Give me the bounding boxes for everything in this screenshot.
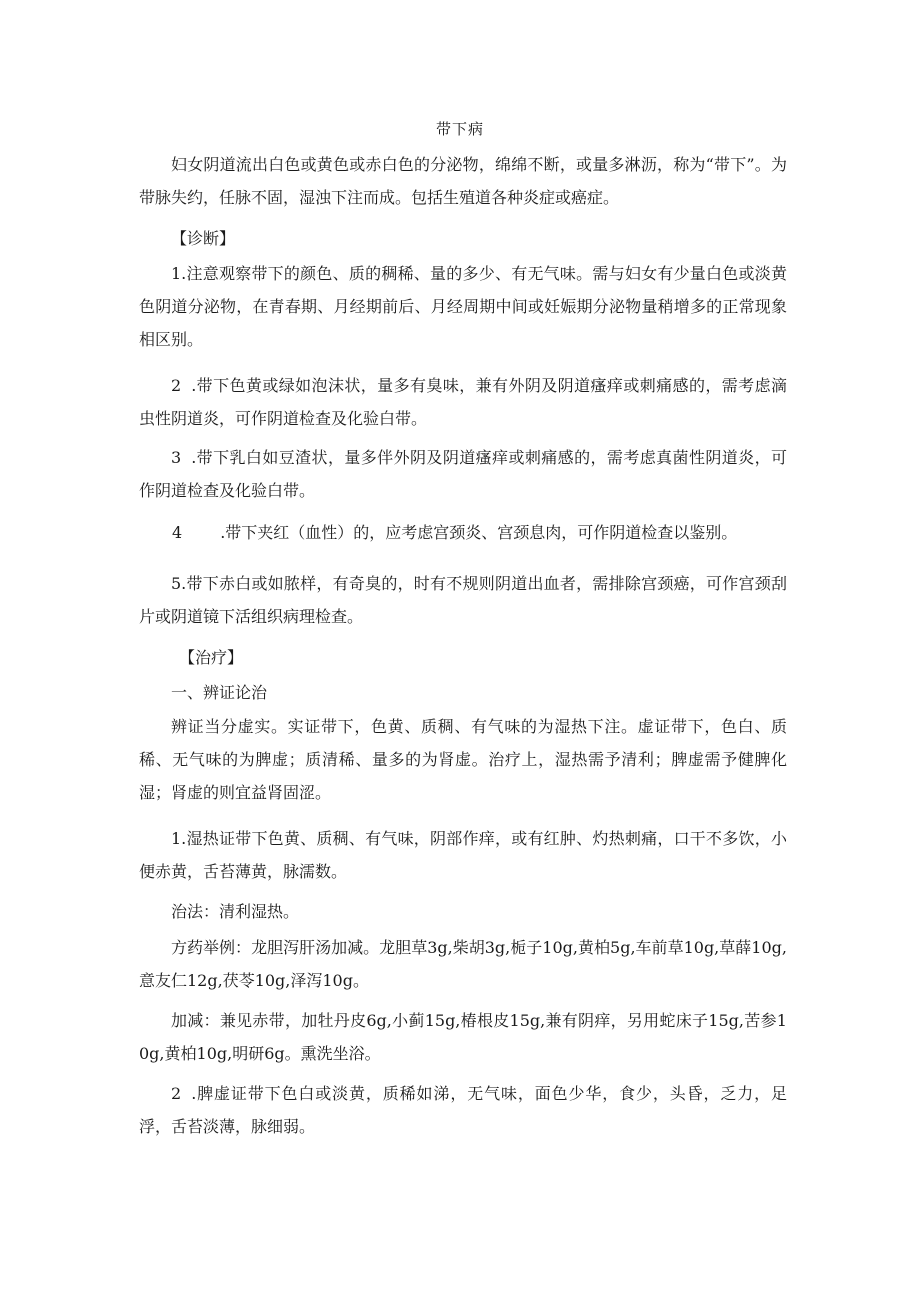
diagnosis-item-2-text: .带下色黄或绿如泡沫状，量多有臭味，兼有外阴及阴道瘙痒或刺痛感的，需考虑滴虫性阴道炎，可作阴道检查及化验白带。	[139, 376, 787, 428]
treatment-item-2-number: 2	[171, 1084, 182, 1103]
diagnosis-item-1: 1.注意观察带下的颜色、质的稠稀、量的多少、有无气味。需与妇女有少量白色或淡黄色阴道分泌物，在青春期、月经期前后、月经周期中间或妊娠期分泌物量稍增多的正常现象相区别。	[139, 264, 787, 349]
diagnosis-item-2-number: 2	[171, 376, 182, 395]
treatment-item-2-text: .脾虚证带下色白或淡黄，质稀如涕，无气味，面色少华，食少，头昏，乏力，足浮，舌苔淡薄，脉细弱。	[139, 1084, 787, 1136]
syndrome-intro-paragraph: 辨证当分虚实。实证带下，色黄、质稠、有气味的为湿热下注。虚证带下，色白、质稀、无气味的为脾虚；质清稀、量多的为肾虚。治疗上，湿热需予清利；脾虚需予健脾化湿；肾虚的则宜益肾固涩。	[139, 717, 787, 802]
diagnosis-item-4-number: 4	[172, 523, 183, 542]
diagnosis-item-3	[139, 441, 787, 507]
treatment-item-1: 1.湿热证带下色黄、质稠、有气味，阴部作痒，或有红肿、灼热刺痛，口干不多饮，小便赤黄，舌苔薄黄，脉濡数。	[139, 829, 787, 881]
treatment-1-method: 治法：清利湿热。	[171, 902, 300, 921]
diagnosis-item-4-text: .带下夹红（血性）的，应考虑宫颈炎、宫颈息肉，可作阴道检查以鉴别。	[220, 523, 738, 542]
diagnosis-item-3-text: .带下乳白如豆渣状，量多伴外阴及阴道瘙痒或刺痛感的，需考虑真菌性阴道炎，可作阴道检查及化验白带。	[139, 448, 787, 500]
diagnosis-heading: 【诊断】	[171, 229, 236, 248]
treatment-1-formula: 方药举例：龙胆泻肝汤加减。龙胆草3g,柴胡3g,栀子10g,黄柏5g,车前草10g,草薛10g,意友仁12g,茯苓10g,泽泻10g。	[139, 938, 787, 990]
diagnosis-item-4	[139, 516, 787, 549]
treatment-1-modification: 加减：兼见赤带，加牡丹皮6g,小蓟15g,椿根皮15g,兼有阴痒，另用蛇床子15g,苦参10g,黄柏10g,明研6g。熏洗坐浴。	[139, 1011, 787, 1063]
section-heading-1: 一、辨证论治	[171, 683, 268, 702]
intro-paragraph: 妇女阴道流出白色或黄色或赤白色的分泌物，绵绵不断，或量多淋沥，称为“带下”。为带脉失约，任脉不固，湿浊下注而成。包括生殖道各种炎症或癌症。	[139, 155, 787, 207]
page-title: 带下病	[435, 120, 484, 138]
treatment-heading: 【治疗】	[179, 648, 244, 667]
diagnosis-item-2	[139, 369, 787, 435]
diagnosis-item-3-number: 3	[171, 448, 182, 467]
diagnosis-item-5: 5.带下赤白或如脓样，有奇臭的，时有不规则阴道出血者，需排除宫颈癌，可作宫颈刮片或阴道镜下活组织病理检查。	[139, 574, 787, 626]
treatment-item-2	[139, 1077, 787, 1143]
